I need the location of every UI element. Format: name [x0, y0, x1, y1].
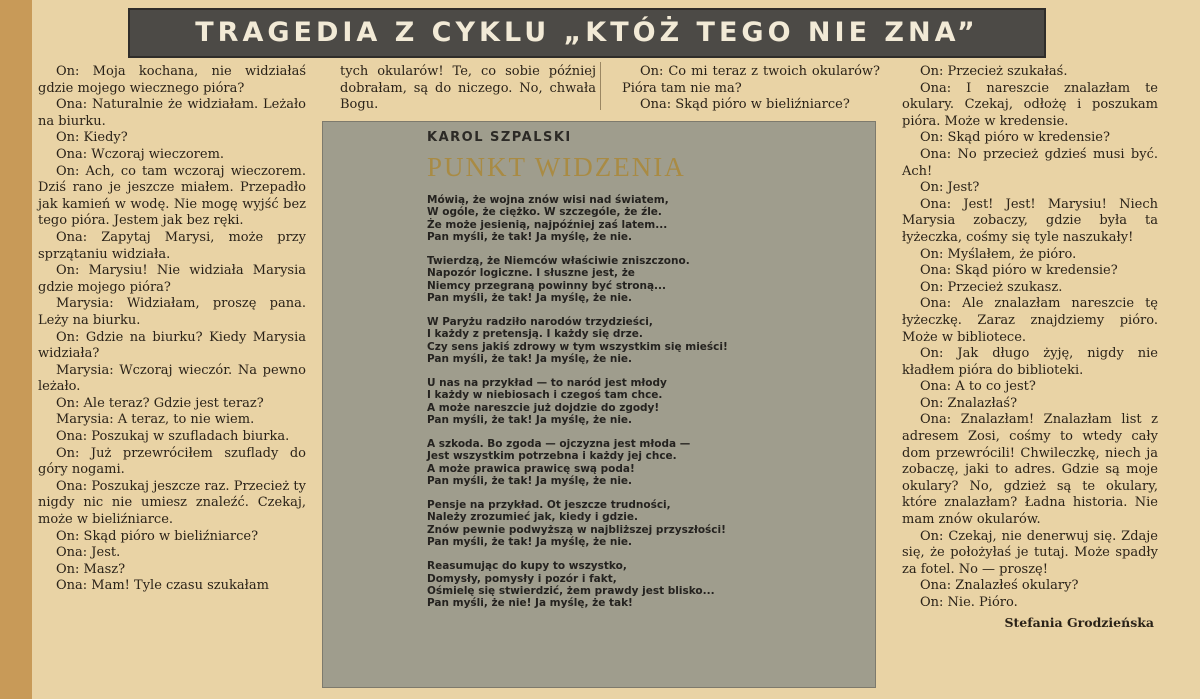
verse-line: Pan myśli, że nie! Ja myślę, że tak! — [427, 597, 633, 610]
dialogue-line: Ona: A to co jest? — [920, 379, 1036, 395]
dialogue-line: Marysia: A teraz, to nie wiem. — [56, 412, 255, 428]
dialogue-line: On: Co mi teraz z twoich okularów? Pióra tam nie ma? — [622, 64, 880, 96]
verse-line: A szkoda. Bo zgoda — ojczyzna jest młoda — — [427, 438, 691, 451]
verse-line: W Paryżu radziło narodów trzydzieści, — [427, 316, 653, 329]
dialogue-line: On: Skąd pióro w kredensie? — [920, 130, 1110, 146]
dialogue-line: Ona: Wczoraj wieczorem. — [56, 146, 225, 162]
dialogue-line: On: Nie. Pióro. — [920, 595, 1018, 610]
dialogue-line: Ona: Jest! Jest! Marysiu! Niech Marysia zobaczy, gdzie była ta łyżeczka, cośmy się tyle naszukały! — [902, 196, 1158, 245]
dialogue-line: On: Przecież szukasz. — [920, 279, 1063, 295]
dialogue-line: On: Ach, co tam wczoraj wieczorem. Dziś rano je jeszcze miałem. Przepadło jak kamień w wodę. Nie mogę wyjść bez tego pióra. Jestem jak bez ręki. — [38, 163, 306, 229]
dialogue-line: On: Czekaj, nie denerwuj się. Zdaje się, że położyłaś je tutaj. Może spadły za fotel. No — proszę! — [902, 528, 1158, 577]
author-signature: Stefania Grodzieńska — [1004, 614, 1154, 630]
text-column-1 — [38, 64, 306, 595]
poem-author: KAROL SZPALSKI — [427, 130, 572, 145]
dialogue-line: On: Już przewróciłem szuflady do góry nogami. — [38, 445, 306, 478]
verse-line: I każdy w niebiosach i czegoś tam chce. — [427, 389, 663, 402]
dialogue-line: Ona: Jest. — [56, 545, 121, 561]
dialogue-line: On: Skąd pióro w bieliźniarce? — [56, 528, 259, 544]
verse-line: Mówią, że wojna znów wisi nad światem, — [427, 194, 669, 206]
verse-line: I każdy z pretensją. I każdy się drze. — [427, 328, 643, 341]
stanza — [427, 560, 867, 610]
dialogue-line: Ona: Znalazłeś okulary? — [920, 578, 1079, 594]
verse-line: A może nareszcie już dojdzie do zgody! — [427, 401, 660, 414]
dialogue-line: Ona: No przecież gdzieś musi być. Ach! — [902, 146, 1158, 179]
verse-line: Jest wszystkim potrzebna i każdy jej chce. — [427, 450, 677, 463]
poem-title: PUNKT WIDZENIA — [427, 152, 686, 182]
verse-line: Pan myśli, że tak! Ja myślę, że nie. — [427, 414, 633, 427]
dialogue-line: On: Gdzie na biurku? Kiedy Marysia widziała? — [38, 329, 306, 362]
verse-line: Czy sens jakiś zdrowy w tym wszystkim się mieści! — [427, 340, 728, 353]
dialogue-line: Ona: Skąd pióro w bieliźniarce? — [640, 97, 850, 113]
text-column-2 — [340, 64, 596, 114]
stanza — [427, 255, 867, 305]
stanza — [427, 499, 867, 549]
stanza — [427, 194, 867, 244]
dialogue-line: Ona: Skąd pióro w kredensie? — [920, 263, 1118, 279]
dialogue-line: On: Moja kochana, nie widziałaś gdzie mojego wiecznego pióra? — [38, 64, 306, 96]
verse-line: Pan myśli, że tak! Ja myślę, że nie. — [427, 231, 633, 244]
verse-line: Domysły, pomysły i pozór i fakt, — [427, 572, 617, 585]
page-edge — [0, 0, 32, 699]
dialogue-line: On: Jest? — [920, 180, 980, 196]
dialogue-line: tych okularów! Te, co sobie później dobrałam, są do niczego. No, chwała Bogu. — [340, 64, 596, 113]
verse-line: Niemcy przegraną powinny być stroną... — [427, 279, 667, 292]
dialogue-line: Ona: Zapytaj Marysi, może przy sprzątaniu widziała. — [38, 229, 306, 262]
stanza — [427, 377, 867, 427]
dialogue-line: Ona: Ale znalazłam nareszcie tę łyżeczkę. Zaraz znajdziemy pióro. Może w bibliotece. — [902, 296, 1158, 345]
poem-stanzas — [427, 194, 867, 621]
verse-line: Napozór logiczne. I słuszne jest, że — [427, 267, 635, 280]
verse-line: Ośmielę się stwierdzić, żem prawdy jest blisko... — [427, 584, 715, 597]
dialogue-line: On: Myślałem, że pióro. — [920, 246, 1077, 262]
verse-line: Twierdzą, że Niemców właściwie zniszczono. — [427, 255, 690, 268]
dialogue-line: On: Kiedy? — [56, 130, 128, 146]
article-title: TRAGEDIA Z CYKLU „KTÓŻ TEGO NIE ZNA” — [128, 8, 1046, 58]
verse-line: W ogóle, że ciężko. W szczególe, że źle. — [427, 206, 662, 219]
verse-line: A może prawica prawicę swą poda! — [427, 462, 635, 475]
verse-line: Pan myśli, że tak! Ja myślę, że nie. — [427, 292, 633, 305]
dialogue-line: On: Znalazłaś? — [920, 395, 1018, 411]
column-divider — [600, 62, 601, 110]
text-column-4 — [902, 64, 1158, 631]
dialogue-line: On: Ale teraz? Gdzie jest teraz? — [56, 395, 264, 411]
verse-line: Należy zrozumieć jak, kiedy i gdzie. — [427, 511, 638, 524]
text-column-3 — [622, 64, 880, 114]
verse-line: Że może jesienią, najpóźniej zaś latem... — [427, 218, 668, 231]
verse-line: Znów pewnie podwyższą w najbliższej przyszłości! — [427, 523, 726, 536]
dialogue-line: Marysia: Wczoraj wieczór. Na pewno leżało. — [38, 362, 306, 395]
dialogue-line: On: Przecież szukałaś. — [920, 64, 1068, 79]
verse-line: Pan myśli, że tak! Ja myślę, że nie. — [427, 536, 633, 549]
stanza — [427, 316, 867, 366]
dialogue-line: Ona: Poszukaj w szufladach biurka. — [56, 429, 290, 445]
dialogue-line: On: Jak długo żyję, nigdy nie kładłem pióra do biblioteki. — [902, 346, 1158, 378]
stanza — [427, 438, 867, 488]
dialogue-line: Ona: Znalazłam! Znalazłam list z adresem Zosi, cośmy to wtedy cały dom przewrócili! Chwileczkę, niech ja zobaczę, jaki to adres. Gdzie są moje okulary? No, gdzież są te okulary, które znalazłam? Ładna historia. Nie mam znów okularów. — [902, 412, 1158, 528]
dialogue-line: Ona: I nareszcie znalazłam te okulary. Czekaj, odłożę i poszukam pióra. Może w kredensie. — [902, 80, 1158, 129]
verse-line: Pan myśli, że tak! Ja myślę, że nie. — [427, 353, 633, 366]
verse-line: Pensje na przykład. Ot jeszcze trudności, — [427, 499, 671, 512]
poem-box — [322, 121, 876, 688]
dialogue-line: Ona: Naturalnie że widziałam. Leżało na biurku. — [38, 97, 306, 129]
dialogue-line: On: Marysiu! Nie widziała Marysia gdzie mojego pióra? — [38, 263, 306, 295]
verse-line: U nas na przykład — to naród jest młody — [427, 377, 667, 390]
dialogue-line: On: Masz? — [56, 561, 126, 577]
verse-line: Pan myśli, że tak! Ja myślę, że nie. — [427, 475, 633, 488]
verse-line: Reasumując do kupy to wszystko, — [427, 560, 627, 573]
dialogue-line: Marysia: Widziałam, proszę pana. Leży na biurku. — [38, 296, 306, 328]
dialogue-line: Ona: Poszukaj jeszcze raz. Przecież ty nigdy nic nie umiesz znaleźć. Czekaj, może w bieliźniarce. — [38, 478, 306, 528]
dialogue-line: Ona: Mam! Tyle czasu szukałam — [56, 578, 269, 594]
